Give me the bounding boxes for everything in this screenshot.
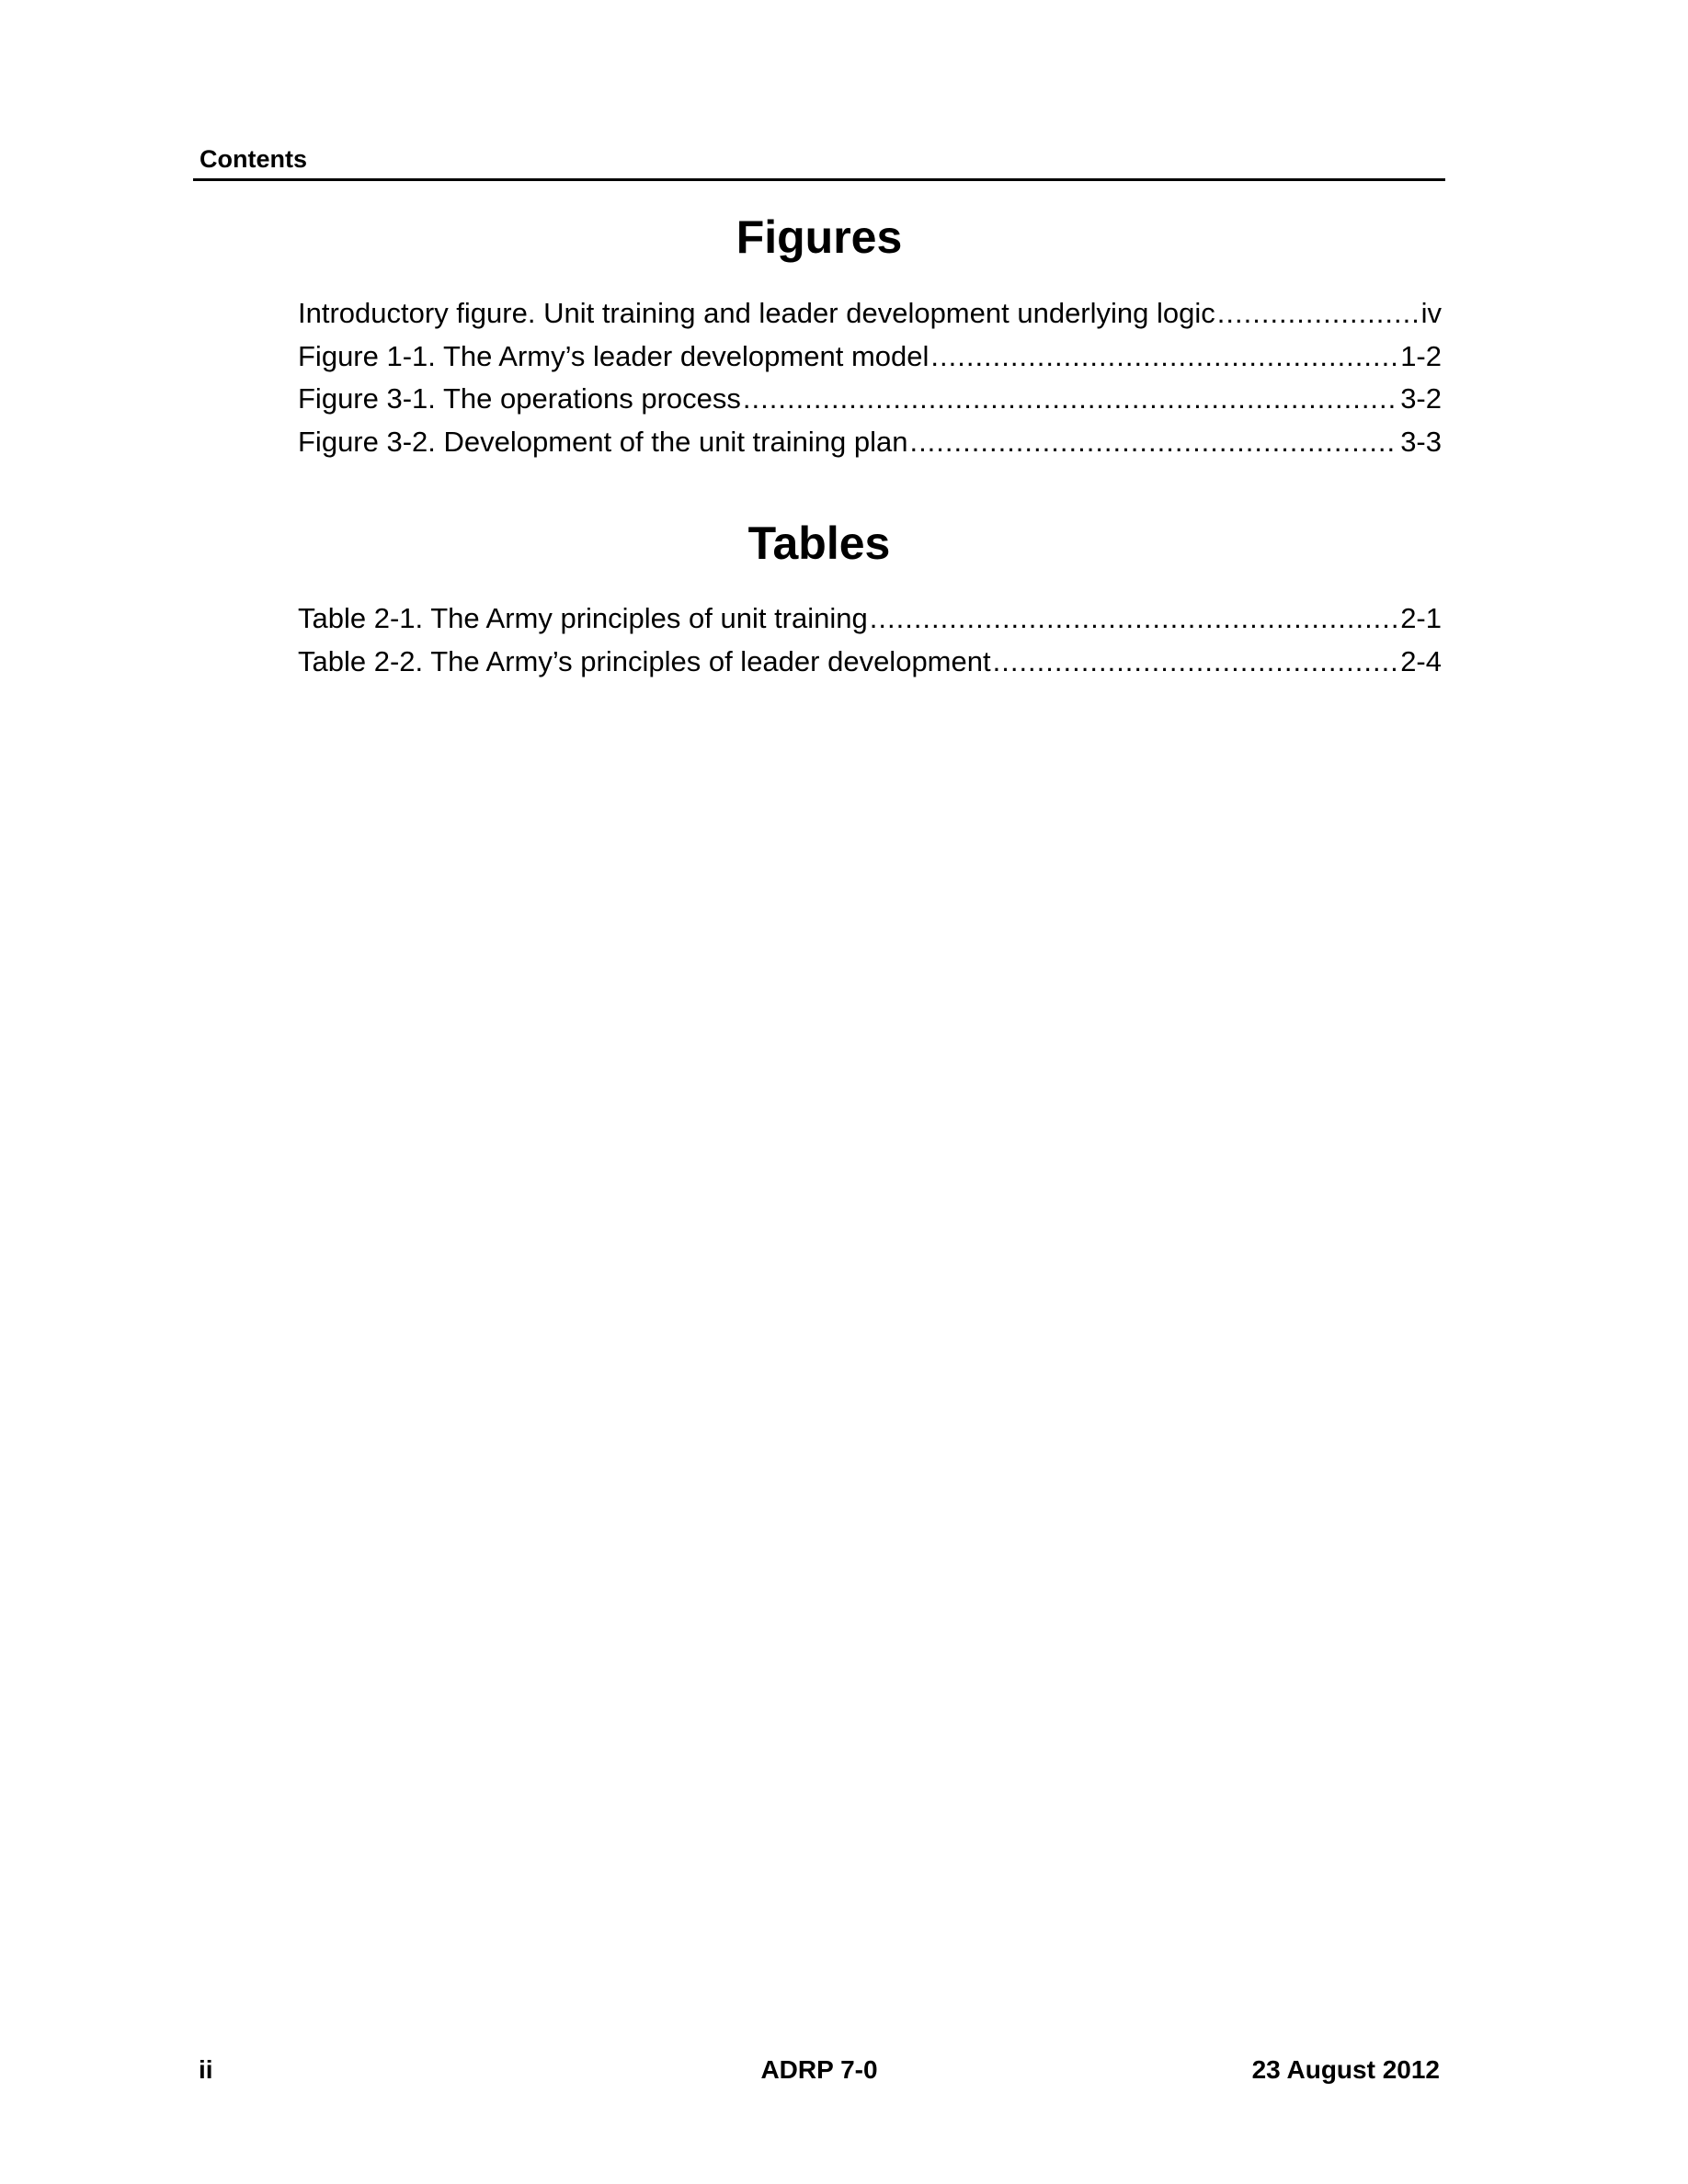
toc-entry-title: Figure 3-2. Development of the unit training plan: [298, 425, 908, 458]
toc-entry-page: 2-1: [1400, 602, 1442, 634]
running-head: Contents: [200, 145, 307, 173]
toc-entry[interactable]: [298, 292, 1442, 336]
tables-heading: Tables: [747, 518, 891, 569]
toc-entry-title: Figure 1-1. The Army’s leader development model: [298, 339, 930, 372]
tables-list: [298, 597, 1442, 683]
toc-entry-page: 3-3: [1400, 425, 1442, 458]
toc-entry-page: 2-4: [1400, 644, 1442, 677]
toc-entry-page: iv: [1420, 297, 1442, 329]
toc-entry[interactable]: [298, 336, 1442, 379]
toc-entry-title: Figure 3-1. The operations process: [298, 382, 741, 415]
footer-date: 23 August 2012: [1251, 2055, 1440, 2084]
footer-publication: ADRP 7-0: [760, 2055, 878, 2084]
dot-leader: [993, 641, 1397, 683]
toc-entry[interactable]: [298, 378, 1442, 421]
dot-leader: [909, 421, 1397, 463]
toc-entry-page: 3-2: [1400, 382, 1442, 415]
toc-entry[interactable]: [298, 641, 1442, 684]
toc-entry[interactable]: [298, 597, 1442, 641]
dot-leader: [743, 378, 1397, 420]
dot-leader: [870, 597, 1397, 640]
toc-entry-title: Table 2-1. The Army principles of unit training: [298, 602, 868, 634]
header-rule: [193, 178, 1445, 181]
dot-leader: [930, 336, 1397, 378]
toc-entry[interactable]: [298, 421, 1442, 464]
toc-entry-title: Introductory figure. Unit training and leader development underlying logic: [298, 297, 1215, 329]
figures-list: [298, 292, 1442, 463]
footer-page-number: ii: [199, 2055, 213, 2084]
dot-leader: [1217, 292, 1418, 335]
toc-entry-title: Table 2-2. The Army’s principles of leader development: [298, 644, 991, 677]
toc-entry-page: 1-2: [1400, 339, 1442, 372]
figures-heading: Figures: [736, 211, 903, 263]
